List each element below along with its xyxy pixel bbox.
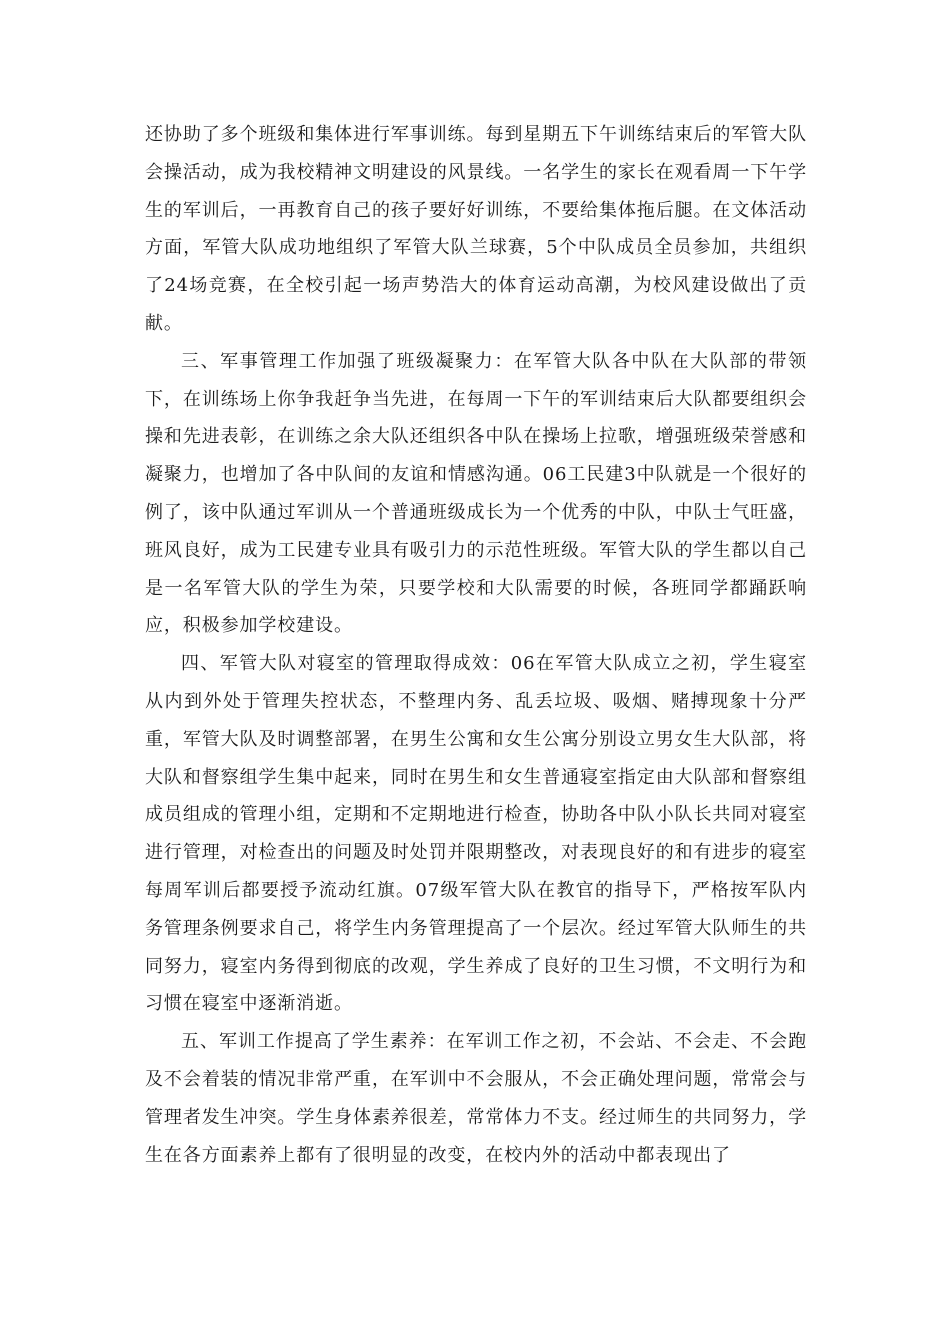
paragraph-section-three: 三、军事管理工作加强了班级凝聚力：在军管大队各中队在大队部的带领下，在训练场上你争我赶争当先进，在每周一下午的军训结束后大队都要组织会操和先进表彰，在训练之余大队还组织各中队在操场上拉歌，增强班级荣誉感和凝聚力，也增加了各中队间的友谊和情感沟通。06工民建3中队就是一个很好的例了，该中队通过军训从一个普通班级成长为一个优秀的中队，中队士气旺盛，班风良好，成为工民建专业具有吸引力的示范性班级。军管大队的学生都以自己是一名军管大队的学生为荣，只要学校和大队需要的时候，各班同学都踊跃响应，积极参加学校建设。: [145, 350, 807, 637]
document-body: [145, 116, 807, 1174]
paragraph-section-four: 四、军管大队对寝室的管理取得成效：06在军管大队成立之初，学生寝室从内到外处于管理失控状态，不整理内务、乱丢垃圾、吸烟、赌搏现象十分严重，军管大队及时调整部署，在男生公寓和女生公寓分别设立男女生大队部，将大队和督察组学生集中起来，同时在男生和女生普通寝室指定由大队部和督察组成员组成的管理小组，定期和不定期地进行检查，协助各中队小队长共同对寝室进行管理，对检查出的问题及时处罚并限期整改，对表现良好的和有进步的寝室每周军训后都要授予流动红旗。07级军管大队在教官的指导下，严格按军队内务管理条例要求自己，将学生内务管理提高了一个层次。经过军管大队师生的共同努力，寝室内务得到彻底的改观，学生养成了良好的卫生习惯，不文明行为和习惯在寝室中逐渐消逝。: [145, 653, 807, 1015]
paragraph-continuation: 还协助了多个班级和集体进行军事训练。每到星期五下午训练结束后的军管大队会操活动，成为我校精神文明建设的风景线。一名学生的家长在观看周一下午学生的军训后，一再教育自己的孩子要好好训练，不要给集体拖后腿。在文体活动方面，军管大队成功地组织了军管大队兰球赛，5个中队成员全员参加，共组织了24场竞赛，在全校引起一场声势浩大的体育运动高潮，为校风建设做出了贡献。: [145, 124, 807, 334]
paragraph-section-five: 五、军训工作提高了学生素养：在军训工作之初，不会站、不会走、不会跑及不会着装的情况非常严重，在军训中不会服从，不会正确处理问题，常常会与管理者发生冲突。学生身体素养很差，常常体力不支。经过师生的共同努力，学生在各方面素养上都有了很明显的改变，在校内外的活动中都表现出了: [145, 1031, 807, 1166]
